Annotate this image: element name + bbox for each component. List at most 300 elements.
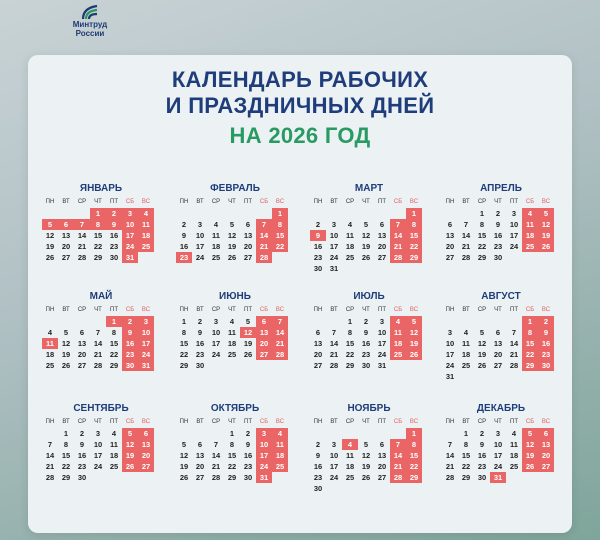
work-day: 29 <box>109 361 119 370</box>
work-day: 25 <box>345 473 355 482</box>
weekday-label: ПН <box>313 307 323 313</box>
holiday-day: 15 <box>522 338 538 349</box>
work-day: 19 <box>361 462 371 471</box>
holiday-day: 22 <box>406 461 422 472</box>
work-day: 19 <box>243 339 253 348</box>
work-day: 8 <box>463 440 469 449</box>
holiday-day: 28 <box>390 252 406 263</box>
weekday-label: ВТ <box>462 419 470 425</box>
work-day: 26 <box>243 350 253 359</box>
work-day: 7 <box>463 220 469 229</box>
work-day: 17 <box>329 462 339 471</box>
work-day: 4 <box>511 429 517 438</box>
holiday-day: 12 <box>406 327 422 338</box>
weekday-label: СБ <box>525 419 535 425</box>
weekday-label: ПТ <box>244 419 252 425</box>
work-day: 8 <box>181 328 187 337</box>
week-row <box>42 428 160 439</box>
work-day: 14 <box>329 339 339 348</box>
empty-day <box>310 208 326 219</box>
weekday-label: ЧТ <box>362 199 370 205</box>
week-row <box>442 472 560 483</box>
work-day: 20 <box>377 462 387 471</box>
work-day: 18 <box>109 451 119 460</box>
work-day: 5 <box>363 440 369 449</box>
month-name: МАРТ <box>354 183 384 194</box>
weekday-label: СБ <box>393 419 403 425</box>
work-day: 30 <box>195 361 205 370</box>
work-day: 11 <box>228 328 236 337</box>
work-day: 27 <box>77 361 87 370</box>
holiday-day: 27 <box>138 461 154 472</box>
work-day: 2 <box>495 209 501 218</box>
weekday-label: СБ <box>259 307 269 313</box>
empty-day <box>374 208 390 219</box>
work-day: 1 <box>479 209 485 218</box>
month-name: ФЕВРАЛЬ <box>210 183 260 194</box>
month-name: ЯНВАРЬ <box>79 183 123 194</box>
work-day: 12 <box>61 339 71 348</box>
work-day: 29 <box>61 473 71 482</box>
week-row <box>442 338 560 349</box>
empty-day <box>138 252 154 263</box>
work-day: 15 <box>61 451 71 460</box>
holiday-day: 17 <box>138 338 154 349</box>
weekday-label: СБ <box>259 419 269 425</box>
work-day: 23 <box>243 462 253 471</box>
empty-day <box>458 208 474 219</box>
empty-day <box>474 371 490 382</box>
week-row <box>310 461 428 472</box>
work-day: 16 <box>243 451 253 460</box>
work-day: 2 <box>479 429 485 438</box>
work-day: 29 <box>345 361 355 370</box>
work-day: 10 <box>377 328 387 337</box>
weekday-label: ПТ <box>110 419 118 425</box>
work-day: 28 <box>93 361 103 370</box>
work-day: 30 <box>493 253 503 262</box>
weekday-label: ПТ <box>510 419 518 425</box>
work-day: 9 <box>197 328 203 337</box>
work-day: 13 <box>445 231 455 240</box>
weekday-label: СР <box>211 307 221 313</box>
empty-day <box>374 263 390 274</box>
empty-day <box>208 208 224 219</box>
holiday-day: 23 <box>538 349 554 360</box>
weekday-label: ПН <box>179 199 189 205</box>
holiday-day: 13 <box>538 439 554 450</box>
holiday-day: 7 <box>390 219 406 230</box>
holiday-day: 19 <box>522 450 538 461</box>
week-row <box>176 428 294 439</box>
work-day: 3 <box>511 209 517 218</box>
empty-day <box>490 316 506 327</box>
holiday-day: 14 <box>272 327 288 338</box>
weekday-label: СР <box>477 307 487 313</box>
work-day: 15 <box>345 339 355 348</box>
work-day: 10 <box>329 451 339 460</box>
week-row <box>442 208 560 219</box>
holiday-day: 3 <box>138 316 154 327</box>
work-day: 20 <box>195 462 205 471</box>
work-day: 22 <box>461 462 471 471</box>
work-day: 17 <box>329 242 339 251</box>
holiday-day: 8 <box>90 219 106 230</box>
work-day: 21 <box>93 350 103 359</box>
weekday-label: ЧТ <box>94 419 102 425</box>
holiday-day: 29 <box>522 360 538 371</box>
empty-day <box>342 483 358 494</box>
holiday-day: 9 <box>106 219 122 230</box>
work-day: 1 <box>463 429 469 438</box>
holiday-day: 1 <box>406 428 422 439</box>
work-day: 2 <box>245 429 251 438</box>
month-name: ИЮНЬ <box>219 291 251 302</box>
work-day: 16 <box>195 339 205 348</box>
work-day: 9 <box>495 220 501 229</box>
empty-day <box>458 371 474 382</box>
weekday-label: ПН <box>179 307 189 313</box>
weekday-label: ЧТ <box>362 419 370 425</box>
work-day: 17 <box>509 231 519 240</box>
month-name: ДЕКАБРЬ <box>476 403 526 414</box>
work-day: 7 <box>213 440 219 449</box>
empty-day <box>390 208 406 219</box>
holiday-day: 15 <box>272 230 288 241</box>
work-day: 30 <box>313 484 323 493</box>
week-row <box>176 219 294 230</box>
empty-day <box>224 208 240 219</box>
holiday-day: 12 <box>522 439 538 450</box>
holiday-day: 26 <box>406 349 422 360</box>
work-day: 20 <box>243 242 253 251</box>
work-day: 12 <box>45 231 55 240</box>
week-row <box>176 472 294 483</box>
week-row <box>176 316 294 327</box>
work-day: 8 <box>111 328 117 337</box>
work-day: 24 <box>93 462 103 471</box>
work-day: 4 <box>229 317 235 326</box>
holiday-day: 12 <box>538 219 554 230</box>
week-row <box>176 439 294 450</box>
holiday-day: 9 <box>310 230 326 241</box>
work-day: 11 <box>346 451 354 460</box>
work-day: 15 <box>93 231 103 240</box>
work-day: 20 <box>77 350 87 359</box>
month-block <box>310 290 428 371</box>
work-day: 4 <box>213 220 219 229</box>
weekday-label: ВТ <box>330 199 338 205</box>
holiday-day: 20 <box>138 450 154 461</box>
work-day: 16 <box>109 231 119 240</box>
work-day: 10 <box>445 339 455 348</box>
month-block <box>42 402 160 483</box>
holiday-day: 20 <box>256 338 272 349</box>
weekday-header <box>310 196 428 208</box>
empty-day <box>58 316 74 327</box>
holiday-day: 4 <box>390 316 406 327</box>
weekday-header <box>310 416 428 428</box>
work-day: 9 <box>363 328 369 337</box>
work-day: 15 <box>227 451 237 460</box>
month-block <box>310 182 428 274</box>
empty-day <box>192 208 208 219</box>
work-day: 17 <box>93 451 103 460</box>
work-day: 18 <box>211 242 221 251</box>
empty-day <box>474 316 490 327</box>
week-row <box>310 428 428 439</box>
week-row <box>310 483 428 494</box>
month-name: НОЯБРЬ <box>347 403 391 414</box>
holiday-day: 28 <box>390 472 406 483</box>
work-day: 10 <box>195 231 205 240</box>
empty-day <box>208 428 224 439</box>
work-day: 22 <box>227 462 237 471</box>
work-day: 20 <box>377 242 387 251</box>
work-day: 26 <box>179 473 189 482</box>
month-block <box>176 182 294 263</box>
weekday-label: ВТ <box>330 419 338 425</box>
empty-day <box>442 208 458 219</box>
work-day: 3 <box>447 328 453 337</box>
holiday-day: 1 <box>106 316 122 327</box>
week-row <box>42 439 160 450</box>
weekday-label: ВС <box>141 419 151 425</box>
week-row <box>310 316 428 327</box>
holiday-day: 2 <box>538 316 554 327</box>
weekday-label: ВТ <box>196 419 204 425</box>
work-day: 15 <box>461 451 471 460</box>
work-day: 6 <box>79 328 85 337</box>
work-day: 27 <box>195 473 205 482</box>
work-day: 21 <box>461 242 471 251</box>
work-day: 26 <box>361 473 371 482</box>
holiday-day: 1 <box>272 208 288 219</box>
work-day: 27 <box>61 253 71 262</box>
work-day: 6 <box>245 220 251 229</box>
empty-day <box>538 252 554 263</box>
work-day: 22 <box>345 350 355 359</box>
work-day: 20 <box>61 242 71 251</box>
work-day: 23 <box>361 350 371 359</box>
holiday-day: 25 <box>390 349 406 360</box>
empty-day <box>538 371 554 382</box>
page-title <box>28 67 572 119</box>
work-day: 5 <box>479 328 485 337</box>
holiday-day: 7 <box>390 439 406 450</box>
week-row <box>176 360 294 371</box>
week-row <box>42 241 160 252</box>
work-day: 13 <box>195 451 205 460</box>
week-row <box>42 349 160 360</box>
mintrud-logo <box>58 4 122 38</box>
holiday-day: 15 <box>406 450 422 461</box>
work-day: 30 <box>477 473 487 482</box>
work-day: 27 <box>377 253 387 262</box>
empty-day <box>358 208 374 219</box>
weekday-label: ВС <box>409 199 419 205</box>
holiday-day: 16 <box>122 338 138 349</box>
weekday-label: ЧТ <box>228 199 236 205</box>
weekday-label: ВС <box>275 419 285 425</box>
work-day: 14 <box>77 231 87 240</box>
month-block <box>442 290 560 382</box>
work-day: 21 <box>77 242 87 251</box>
week-row <box>442 428 560 439</box>
month-block <box>442 182 560 263</box>
holiday-day: 10 <box>256 439 272 450</box>
work-day: 8 <box>479 220 485 229</box>
week-row <box>42 316 160 327</box>
holiday-day: 4 <box>272 428 288 439</box>
work-day: 23 <box>313 253 323 262</box>
work-day: 18 <box>509 451 519 460</box>
work-day: 18 <box>345 462 355 471</box>
weekday-label: ВС <box>275 199 285 205</box>
work-day: 25 <box>45 361 55 370</box>
weekday-label: ВТ <box>62 419 70 425</box>
holiday-day: 11 <box>42 338 58 349</box>
holiday-day: 25 <box>272 461 288 472</box>
work-day: 20 <box>313 350 323 359</box>
month-block <box>42 290 160 371</box>
work-day: 18 <box>461 350 471 359</box>
week-row <box>42 252 160 263</box>
empty-day <box>42 208 58 219</box>
weekday-label: ЧТ <box>494 199 502 205</box>
work-day: 28 <box>211 473 221 482</box>
work-day: 27 <box>493 361 503 370</box>
work-day: 31 <box>445 372 455 381</box>
holiday-day: 11 <box>390 327 406 338</box>
empty-day <box>522 252 538 263</box>
empty-day <box>240 360 256 371</box>
work-day: 9 <box>479 440 485 449</box>
month-name: МАЙ <box>89 291 113 302</box>
holiday-day: 21 <box>390 241 406 252</box>
weekday-header <box>442 304 560 316</box>
week-row <box>310 450 428 461</box>
holiday-day: 6 <box>58 219 74 230</box>
weekday-label: ПН <box>179 419 189 425</box>
holiday-day: 19 <box>538 230 554 241</box>
weekday-label: ПТ <box>244 307 252 313</box>
work-day: 21 <box>211 462 221 471</box>
work-day: 8 <box>63 440 69 449</box>
holiday-day: 7 <box>74 219 90 230</box>
work-day: 14 <box>211 451 221 460</box>
work-day: 22 <box>93 242 103 251</box>
holiday-day: 21 <box>390 461 406 472</box>
work-day: 3 <box>495 429 501 438</box>
work-day: 17 <box>195 242 205 251</box>
empty-day <box>256 208 272 219</box>
work-day: 14 <box>45 451 55 460</box>
weekday-label: ЧТ <box>228 419 236 425</box>
work-day: 19 <box>477 350 487 359</box>
week-row <box>176 230 294 241</box>
work-day: 7 <box>95 328 101 337</box>
work-day: 30 <box>313 264 323 273</box>
empty-day <box>358 483 374 494</box>
week-row <box>42 450 160 461</box>
holiday-day: 14 <box>390 450 406 461</box>
work-day: 4 <box>47 328 53 337</box>
work-day: 9 <box>181 231 187 240</box>
work-day: 18 <box>227 339 237 348</box>
work-day: 24 <box>329 253 339 262</box>
week-row <box>310 230 428 241</box>
weekday-label: СБ <box>525 199 535 205</box>
work-day: 29 <box>477 253 487 262</box>
work-day: 30 <box>77 473 87 482</box>
empty-day <box>272 472 288 483</box>
work-day: 11 <box>212 231 220 240</box>
work-day: 13 <box>313 339 323 348</box>
work-day: 29 <box>93 253 103 262</box>
empty-day <box>374 483 390 494</box>
empty-day <box>458 316 474 327</box>
work-day: 3 <box>95 429 101 438</box>
empty-day <box>442 428 458 439</box>
week-row <box>310 208 428 219</box>
holiday-day: 16 <box>538 338 554 349</box>
week-row <box>176 252 294 263</box>
week-row <box>310 241 428 252</box>
work-day: 8 <box>229 440 235 449</box>
weekday-label: ВС <box>541 419 551 425</box>
work-day: 11 <box>110 440 118 449</box>
week-row <box>176 327 294 338</box>
work-day: 25 <box>345 253 355 262</box>
weekday-label: ЧТ <box>494 307 502 313</box>
week-row <box>442 241 560 252</box>
holiday-day: 7 <box>272 316 288 327</box>
weekday-label: ПН <box>45 419 55 425</box>
week-row <box>176 450 294 461</box>
work-day: 28 <box>461 253 471 262</box>
empty-day <box>442 316 458 327</box>
work-day: 9 <box>79 440 85 449</box>
empty-day <box>406 483 422 494</box>
weekday-header <box>176 196 294 208</box>
week-row <box>310 349 428 360</box>
work-day: 24 <box>211 350 221 359</box>
work-day: 17 <box>493 451 503 460</box>
empty-day <box>326 208 342 219</box>
work-day: 4 <box>463 328 469 337</box>
empty-day <box>506 472 522 483</box>
weekday-header <box>42 416 160 428</box>
weekday-label: СБ <box>125 419 135 425</box>
work-day: 14 <box>509 339 519 348</box>
work-day: 7 <box>511 328 517 337</box>
week-row <box>42 327 160 338</box>
empty-day <box>390 360 406 371</box>
holiday-day: 5 <box>522 428 538 439</box>
empty-day <box>74 208 90 219</box>
work-day: 29 <box>179 361 189 370</box>
holiday-day: 14 <box>390 230 406 241</box>
holiday-day: 22 <box>272 241 288 252</box>
empty-day <box>374 428 390 439</box>
week-row <box>176 338 294 349</box>
weekday-label: ПН <box>313 199 323 205</box>
holiday-day: 29 <box>406 472 422 483</box>
empty-day <box>342 263 358 274</box>
work-day: 14 <box>461 231 471 240</box>
holiday-day: 12 <box>122 439 138 450</box>
